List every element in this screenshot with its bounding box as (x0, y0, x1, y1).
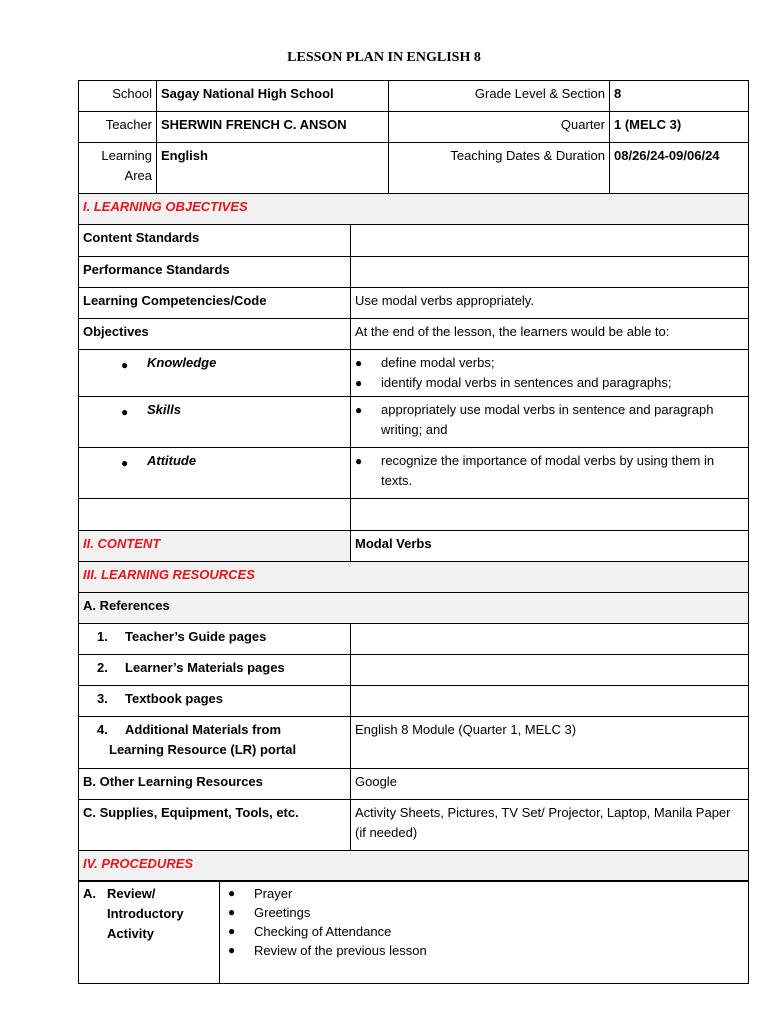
quarter-label: Quarter (389, 112, 610, 143)
knowledge-item: ● define modal verbs; (355, 353, 744, 373)
skills-items (351, 397, 749, 448)
learners-materials-value (351, 655, 749, 686)
grade-label: Grade Level & Section (389, 81, 610, 112)
review-activity-label (79, 881, 220, 984)
blank-cell (351, 499, 749, 531)
objectives-intro: At the end of the lesson, the learners would be able to: (351, 319, 749, 350)
label-line: Introductory (107, 906, 184, 921)
knowledge-item: ● identify modal verbs in sentences and paragraphs; (355, 373, 744, 393)
content-standards-label: Content Standards (79, 225, 351, 257)
performance-standards-value (351, 257, 749, 288)
teachers-guide-label (79, 624, 351, 655)
dates-value: 08/26/24-09/06/24 (610, 143, 749, 194)
header-table (78, 80, 749, 194)
knowledge-label: ● Knowledge (121, 355, 216, 370)
skills-item: ● appropriately use modal verbs in sentence and paragraph writing; and (355, 400, 744, 440)
attitude-items (351, 448, 749, 499)
item-number: 2. (97, 660, 108, 675)
label-line: Activity (107, 926, 154, 941)
list-item: ● Review of the previous lesson (220, 941, 744, 960)
learners-materials-label (79, 655, 351, 686)
skills-cell (79, 397, 351, 448)
supplies-value: Activity Sheets, Pictures, TV Set/ Projector, Laptop, Manila Paper (if needed) (351, 800, 749, 851)
textbook-pages-value (351, 686, 749, 717)
quarter-value: 1 (MELC 3) (610, 112, 749, 143)
additional-materials-value: English 8 Module (Quarter 1, MELC 3) (351, 717, 749, 769)
teacher-label: Teacher (79, 112, 157, 143)
other-resources-value: Google (351, 769, 749, 800)
main-table (78, 193, 749, 882)
list-item: ● Greetings (220, 903, 744, 922)
blank-cell (79, 499, 351, 531)
dates-label: Teaching Dates & Duration (389, 143, 610, 194)
references-label: A. References (79, 593, 749, 624)
content-value: Modal Verbs (351, 531, 749, 562)
item-letter: A. (83, 886, 96, 901)
review-activity-items (220, 881, 749, 984)
label-line: Review/ (107, 886, 156, 901)
item-label: Additional Materials from (125, 722, 282, 737)
teachers-guide-value (351, 624, 749, 655)
learning-area-value: English (157, 143, 389, 194)
list-item: ● Prayer (220, 884, 744, 903)
learning-area-label (79, 143, 157, 194)
item-label: Teacher’s Guide pages (125, 629, 267, 644)
item-label: Textbook pages (125, 691, 224, 706)
attitude-item: ● recognize the importance of modal verbs by using them in texts. (355, 451, 744, 491)
supplies-label: C. Supplies, Equipment, Tools, etc. (79, 800, 351, 851)
procedure-list (220, 884, 744, 960)
performance-standards-label: Performance Standards (79, 257, 351, 288)
content-standards-value (351, 225, 749, 257)
item-number: 3. (97, 691, 108, 706)
resources-heading: III. LEARNING RESOURCES (79, 562, 749, 593)
skills-label: ● Skills (121, 402, 181, 417)
learning-area-label-line2: Area (124, 168, 152, 183)
item-label-line2: Learning Resource (LR) portal (109, 742, 297, 757)
learning-area-label-line1: Learning (101, 148, 152, 163)
document-title: LESSON PLAN IN ENGLISH 8 (287, 50, 481, 65)
list-item: ● Checking of Attendance (220, 922, 744, 941)
attitude-cell (79, 448, 351, 499)
other-resources-label: B. Other Learning Resources (79, 769, 351, 800)
item-number: 1. (97, 629, 108, 644)
procedures-heading: IV. PROCEDURES (79, 851, 749, 882)
content-heading: II. CONTENT (79, 531, 351, 562)
objectives-label: Objectives (79, 319, 351, 350)
textbook-pages-label (79, 686, 351, 717)
competencies-label: Learning Competencies/Code (79, 288, 351, 319)
knowledge-items (351, 350, 749, 397)
attitude-label: ● Attitude (121, 453, 196, 468)
item-number: 4. (97, 722, 108, 737)
competencies-value: Use modal verbs appropriately. (351, 288, 749, 319)
school-value: Sagay National High School (157, 81, 389, 112)
additional-materials-label (79, 717, 351, 769)
grade-value: 8 (610, 81, 749, 112)
objectives-heading: I. LEARNING OBJECTIVES (79, 194, 749, 225)
item-label: Learner’s Materials pages (125, 660, 285, 675)
procedures-table (78, 880, 749, 984)
knowledge-cell (79, 350, 351, 397)
teacher-value: SHERWIN FRENCH C. ANSON (157, 112, 389, 143)
school-label: School (79, 81, 157, 112)
